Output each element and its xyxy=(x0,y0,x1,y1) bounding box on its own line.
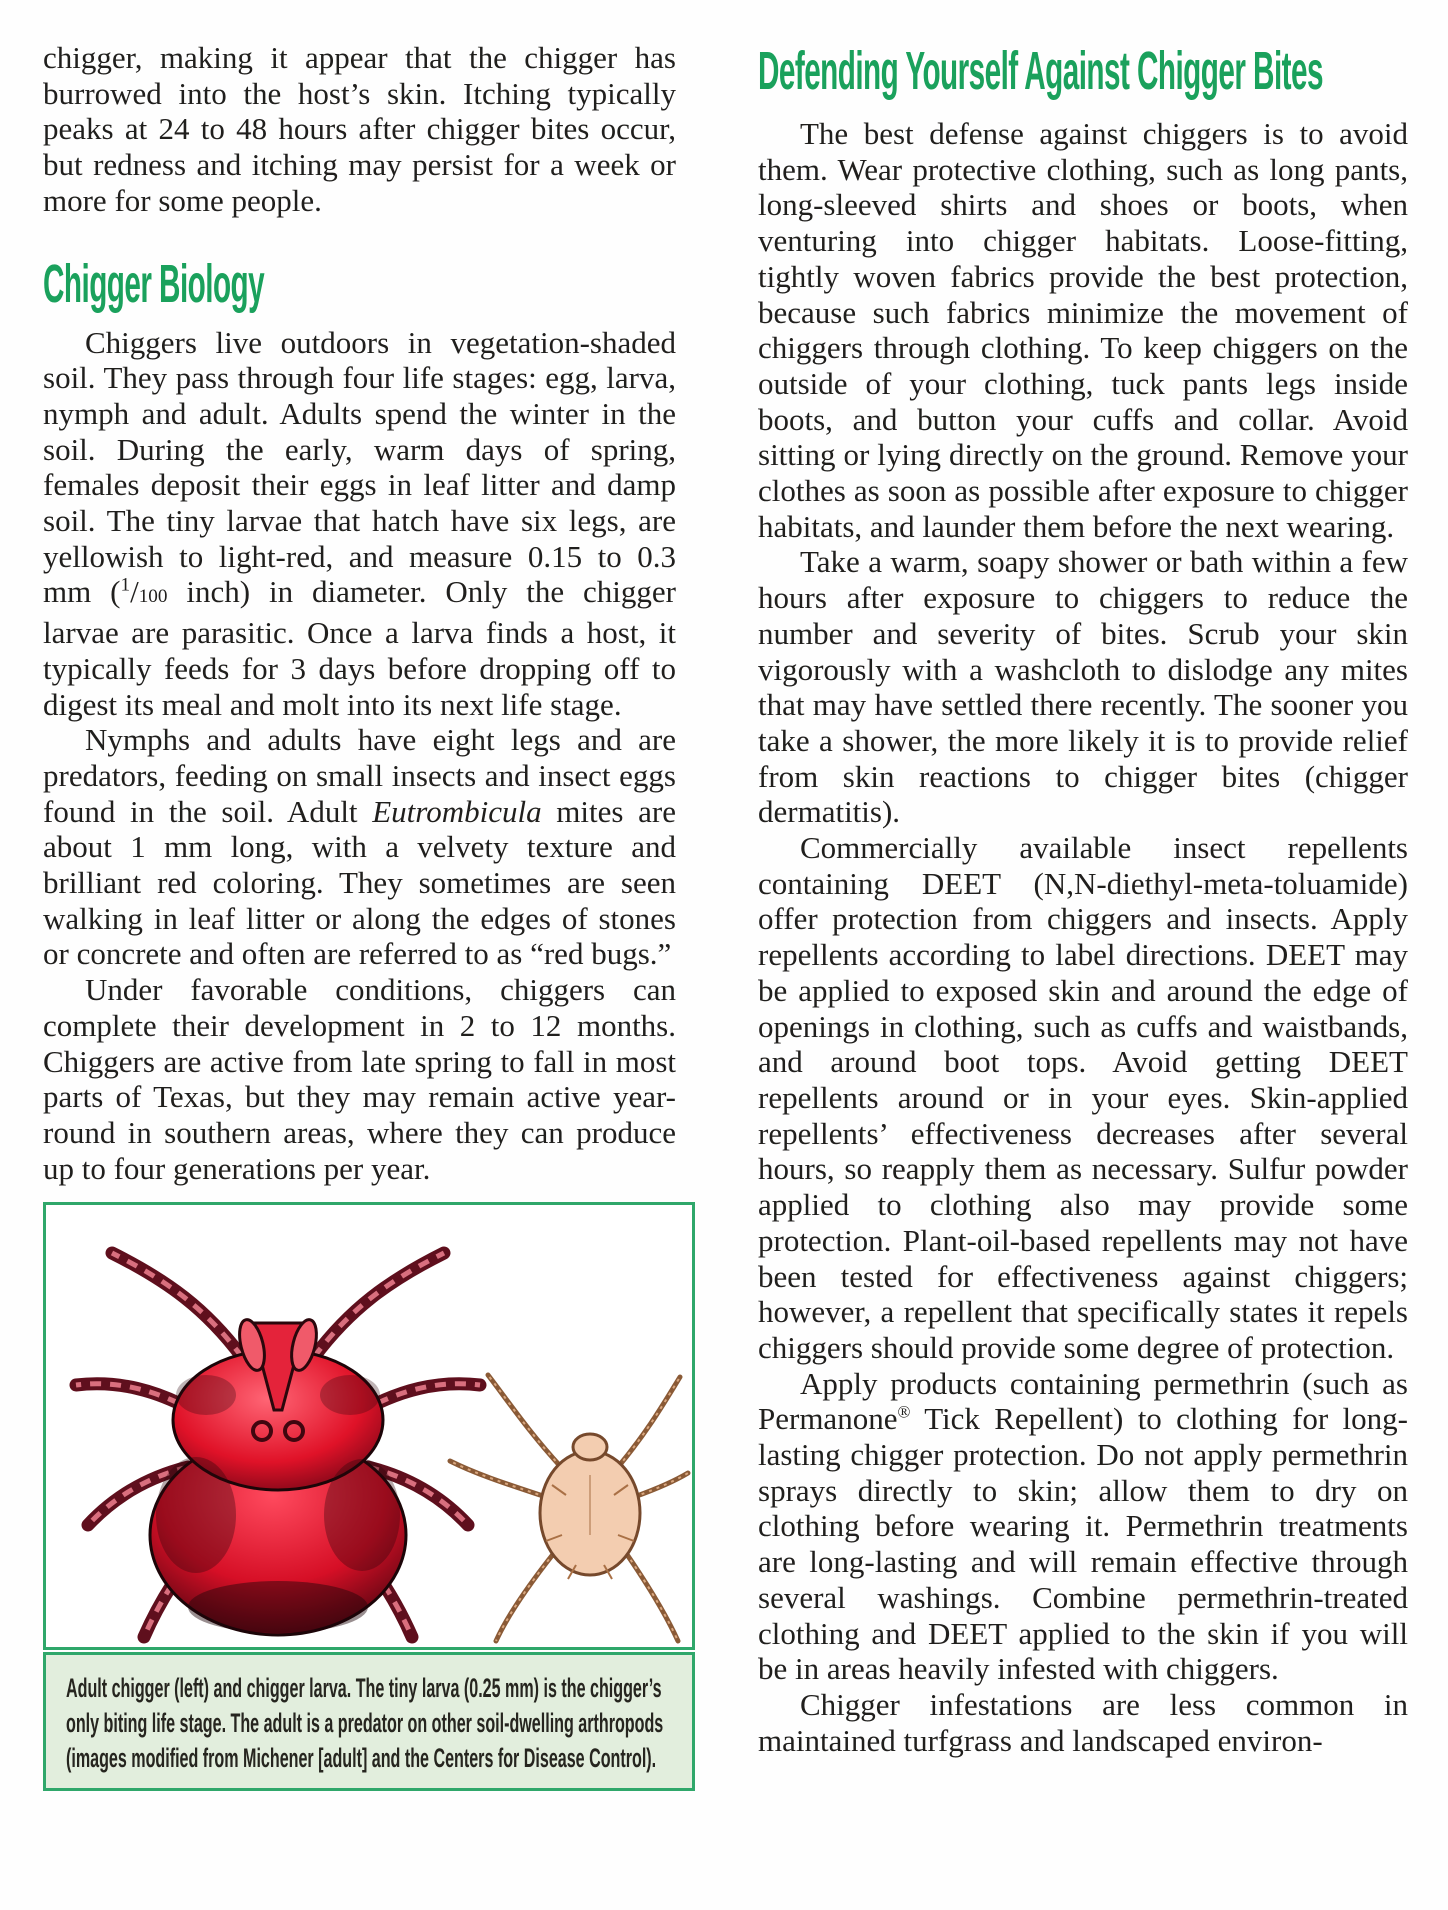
figure-caption-box xyxy=(43,1652,695,1791)
biology-paragraph-1-text: Chiggers live outdoors in vegetation-shaded soil. They pass through four life stages: egg, larva, nymph and adult. Adults spend the winter in the soil. During the early, warm days of spring, females deposit their eggs in leaf litter and damp soil. The tiny larvae that hatch have six legs, are yellowish to light-red, and measure 0.15 to 0.3 mm ( xyxy=(43,324,676,610)
section-heading-defending-yourself-text: Defending Yourself Against Chigger Bites xyxy=(758,41,1323,101)
fraction-numerator: 1 xyxy=(120,575,131,597)
chigger-larva-illustration xyxy=(450,1375,688,1641)
adult-chigger-illustration xyxy=(76,1253,480,1637)
biology-paragraph-2-text-after: mites are about 1 mm long, with a velvety texture and brilliant red coloring. They sometimes are seen walking in leaf litter or along the edges of stones or concrete and often are referred to as “red bugs.” xyxy=(43,793,676,972)
genus-name-italic: Eutrombicula xyxy=(372,793,542,829)
chigger-figure-art xyxy=(46,1205,692,1647)
biology-paragraph-2-text: Nymphs and adults have eight legs and are predators, feeding on small insects and insect eggs found in the soil. Adult xyxy=(43,722,676,829)
section-heading-chigger-biology-text: Chigger Biology xyxy=(43,253,265,314)
biology-paragraph-1 xyxy=(43,325,676,723)
registered-trademark-symbol: ® xyxy=(897,1402,911,1422)
left-column xyxy=(43,40,676,1910)
defend-paragraph-2: Take a warm, soapy shower or bath within a few hours after exposure to chiggers to reduce the number and severity of bites. Scrub your skin vigorously with a washcloth to dislodge any mites that may have settled there recently. The sooner you take a shower, the more likely it is to provide relief from skin reactions to chigger bites (chigger dermatitis). xyxy=(758,544,1408,830)
chigger-figure xyxy=(43,1202,695,1791)
defend-paragraph-4-text-after: Tick Repellent) to clothing for long-lasting chigger protection. Do not apply permethrin sprays directly to skin; allow them to dry on clothing before wearing it. Permethrin treatments are long-lasting and will remain effective through several washings. Combine permethrin-treated clothing and DEET applied to the skin if you will be in areas heavily infested with chiggers. xyxy=(758,1401,1408,1687)
intro-paragraph: chigger, making it appear that the chigger has burrowed into the host’s skin. Itching typically peaks at 24 to 48 hours after chigger bites occur, but redness and itching may persist for a week or more for some people. xyxy=(43,40,676,218)
biology-paragraph-2 xyxy=(43,722,676,972)
defend-paragraph-1: The best defense against chiggers is to avoid them. Wear protective clothing, such as long pants, long-sleeved shirts and shoes or boots, when venturing into chigger habitats. Loose-fitting, tightly woven fabrics provide the best protection, because such fabrics minimize the movement of chiggers through clothing. To keep chiggers on the outside of your clothing, tuck pants legs inside boots, and button your cuffs and collar. Avoid sitting or lying directly on the ground. Remove your clothes as soon as possible after exposure to chigger habitats, and launder them before the next wearing. xyxy=(758,116,1408,544)
biology-paragraph-3: Under favorable conditions, chiggers can complete their development in 2 to 12 months. Chiggers are active from late spring to fall in most parts of Texas, but they may remain active year-round in southern areas, where they can produce up to four generations per year. xyxy=(43,972,676,1186)
chigger-illustration-box xyxy=(43,1202,695,1650)
section-heading-chigger-biology xyxy=(43,253,676,315)
right-column xyxy=(758,40,1408,1910)
defend-paragraph-4-text: Apply products containing permethrin (such as Permanone xyxy=(758,1365,1408,1437)
biology-paragraph-1-text-after: inch) in diameter. Only the chigger larvae are parasitic. Once a larva finds a host, it typically feeds for 3 days before dropping off to digest its meal and molt into its next life stage. xyxy=(43,574,676,722)
defend-paragraph-5: Chigger infestations are less common in maintained turfgrass and landscaped environ- xyxy=(758,1686,1408,1758)
fraction-denominator: 100 xyxy=(138,586,168,608)
figure-caption-text: Adult chigger (left) and chigger larva. The tiny larva (0.25 mm) is the chigger’s only biting life stage. The adult is a predator on other soil-dwelling arthropods (images modified from Michener [adult] and the Centers for Disease Control). xyxy=(66,1673,664,1774)
defend-paragraph-4 xyxy=(758,1366,1408,1687)
defend-paragraph-3: Commercially available insect repellents containing DEET (N,N-diethyl-meta-toluamide) offer protection from chiggers and insects. Apply repellents according to label directions. DEET may be applied to exposed skin and around the edge of openings in clothing, such as cuffs and waistbands, and around boot tops. Avoid getting DEET repellents around or in your eyes. Skin-applied repellents’ effectiveness decreases after several hours, so reapply them as necessary. Sulfur powder applied to clothing also may provide some protection. Plant-oil-based repellents may not have been tested for effectiveness against chiggers; however, a repellent that specifically states it repels chiggers should provide some degree of protection. xyxy=(758,830,1408,1365)
section-heading-defending-yourself xyxy=(758,40,1408,102)
fraction-separator: / xyxy=(130,574,139,610)
